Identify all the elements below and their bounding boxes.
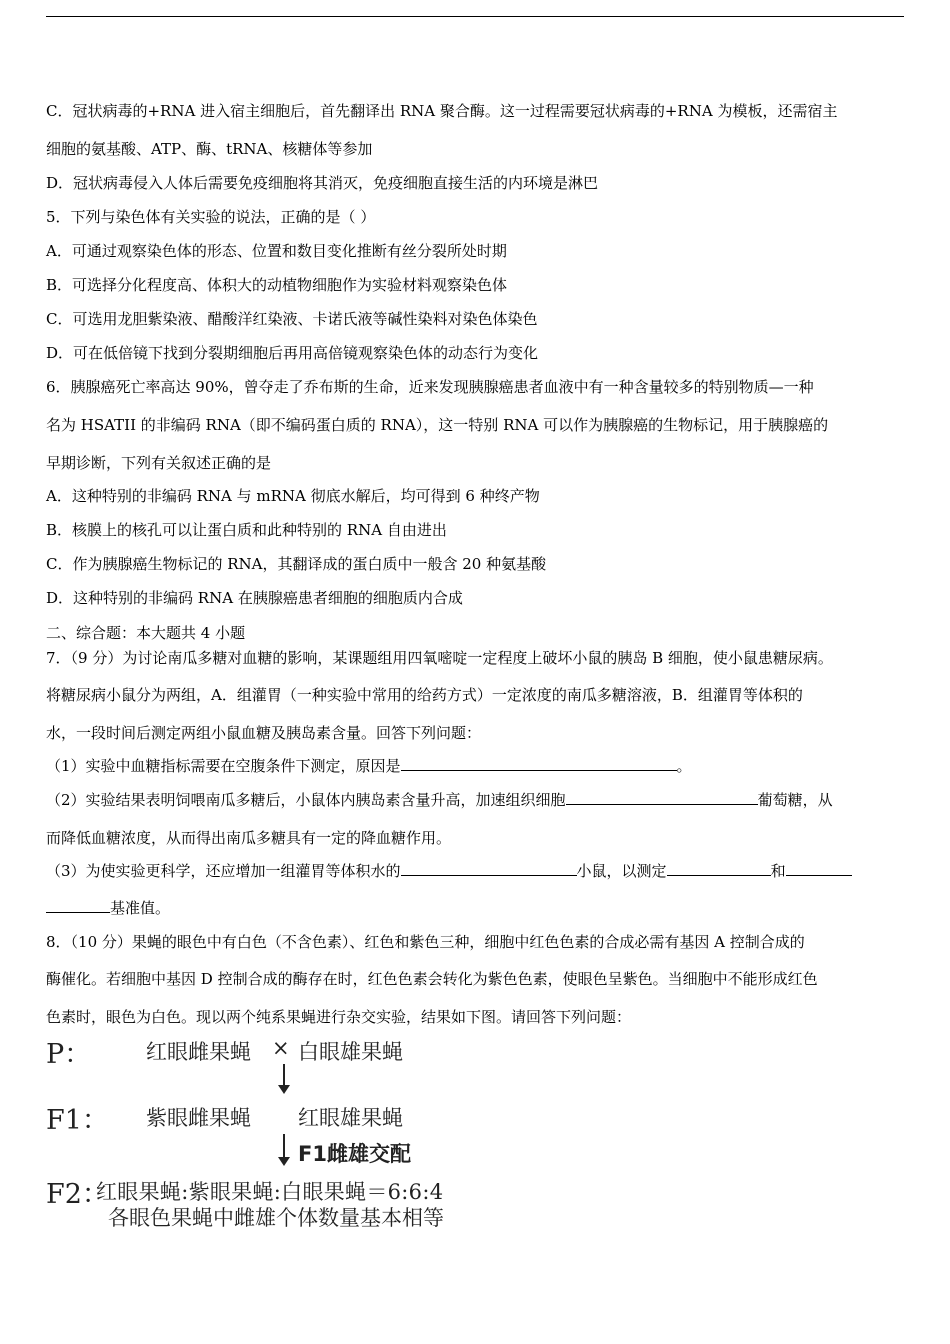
q7-part3-continued [46,898,170,918]
q7-part3-answer-blank-2[interactable] [667,861,771,876]
f1-mating-label: F1雌雄交配 [298,1142,411,1166]
q7-stem-line1: 7．（9 分）为讨论南瓜多糖对血糖的影响，某课题组用四氧嘧啶一定程度上破坏小鼠的胰岛 B 细胞，使小鼠患糖尿病。 [46,649,833,667]
p-female: 红眼雌果蝇 [146,1040,251,1064]
q6-option-d: D．这种特别的非编码 RNA 在胰腺癌患者细胞的细胞质内合成 [46,589,463,607]
q6-option-a: A．这种特别的非编码 RNA 与 mRNA 彻底水解后，均可得到 6 种终产物 [46,487,540,505]
f1-female: 紫眼雌果蝇 [146,1106,251,1130]
q7-part1 [46,756,692,776]
q7-part3-answer-blank-3[interactable] [786,861,852,876]
cross-symbol: × [272,1036,290,1060]
f1-generation-label: F1： [46,1105,109,1136]
q7-part2 [46,790,833,810]
q6-option-b: B．核膜上的核孔可以让蛋白质和此种特别的 RNA 自由进出 [46,521,447,539]
q5-option-b: B．可选择分化程度高、体积大的动植物细胞作为实验材料观察染色体 [46,276,508,294]
q7-part2-continued: 而降低血糖浓度，从而得出南瓜多糖具有一定的降血糖作用。 [46,829,452,847]
header-rule [46,16,904,17]
q7-part2-answer-blank[interactable] [566,790,758,805]
q7-part3-text: （3）为使实验更科学，还应增加一组灌胃等体积水的 [46,862,401,880]
q7-part1-text: （1）实验中血糖指标需要在空腹条件下测定，原因是 [46,757,401,775]
q7-part3 [46,861,852,881]
cross-diagram [40,1030,500,1240]
q7-part3-text-mid: 小鼠，以测定 [576,862,667,880]
q8-stem-line2: 酶催化。若细胞中基因 D 控制合成的酶存在时，红色色素会转化为紫色色素，使眼色呈紫色。当细胞中不能形成红色 [46,970,818,988]
f1-male: 红眼雄果蝇 [298,1106,403,1130]
q7-stem-line2: 将糖尿病小鼠分为两组，A．组灌胃（一种实验中常用的给药方式）一定浓度的南瓜多糖溶液，B．组灌胃等体积的 [46,686,803,704]
q7-part3-and: 和 [770,862,786,880]
arrow-down-icon [283,1064,285,1092]
q6-stem-line1: 6．胰腺癌死亡率高达 90%，曾夺走了乔布斯的生命，近来发现胰腺癌患者血液中有一种含量较多的特别物质—一种 [46,378,814,396]
section-heading: 二、综合题：本大题共 4 小题 [46,624,246,642]
q7-part1-answer-blank[interactable] [401,756,677,771]
arrow-down-icon [283,1134,285,1164]
q6-stem-line3: 早期诊断，下列有关叙述正确的是 [46,454,272,472]
q7-part2-text-end: 葡萄糖，从 [757,791,833,809]
q5-option-a: A．可通过观察染色体的形态、位置和数目变化推断有丝分裂所处时期 [46,242,507,260]
p-male: 白眼雄果蝇 [298,1040,403,1064]
q5-option-d: D．可在低倍镜下找到分裂期细胞后再用高倍镜观察染色体的动态行为变化 [46,344,539,362]
q7-part1-end: 。 [676,757,692,775]
q4-option-c-line1: C．冠状病毒的+RNA 进入宿主细胞后，首先翻译出 RNA 聚合酶。这一过程需要冠状病毒的+RNA 为模板，还需宿主 [46,102,838,120]
q8-stem-line3: 色素时，眼色为白色。现以两个纯系果蝇进行杂交实验，结果如下图。请回答下列问题： [46,1008,632,1026]
q7-part3-end: 基准值。 [110,899,171,917]
q8-stem-line1: 8．（10 分）果蝇的眼色中有白色（不含色素）、红色和紫色三种，细胞中红色色素的合成必需有基因 A 控制合成的 [46,933,805,951]
q4-option-c-line2: 细胞的氨基酸、ATP、酶、tRNA、核糖体等参加 [46,140,373,158]
q6-option-c: C．作为胰腺癌生物标记的 RNA，其翻译成的蛋白质中一般含 20 种氨基酸 [46,555,547,573]
f2-ratio: 红眼果蝇:紫眼果蝇:白眼果蝇＝6:6:4 [96,1180,444,1204]
q7-part3-answer-blank-3-cont[interactable] [46,898,110,913]
q4-option-d: D．冠状病毒侵入人体后需要免疫细胞将其消灭，免疫细胞直接生活的内环境是淋巴 [46,174,599,192]
q7-part2-text: （2）实验结果表明饲喂南瓜多糖后，小鼠体内胰岛素含量升高，加速组织细胞 [46,791,566,809]
p-generation-label: P： [46,1039,92,1070]
f2-note: 各眼色果蝇中雌雄个体数量基本相等 [108,1206,444,1230]
q5-option-c: C．可选用龙胆紫染液、醋酸洋红染液、卡诺氏液等碱性染料对染色体染色 [46,310,538,328]
q6-stem-line2: 名为 HSATII 的非编码 RNA（即不编码蛋白质的 RNA），这一特别 RNA 可以作为胰腺癌的生物标记，用于胰腺癌的 [46,416,829,434]
q7-stem-line3: 水，一段时间后测定两组小鼠血糖及胰岛素含量。回答下列问题： [46,724,482,742]
f2-generation-label: F2： [46,1179,109,1210]
q7-part3-answer-blank-1[interactable] [401,861,577,876]
q5-stem: 5．下列与染色体有关实验的说法，正确的是（ ） [46,208,376,226]
